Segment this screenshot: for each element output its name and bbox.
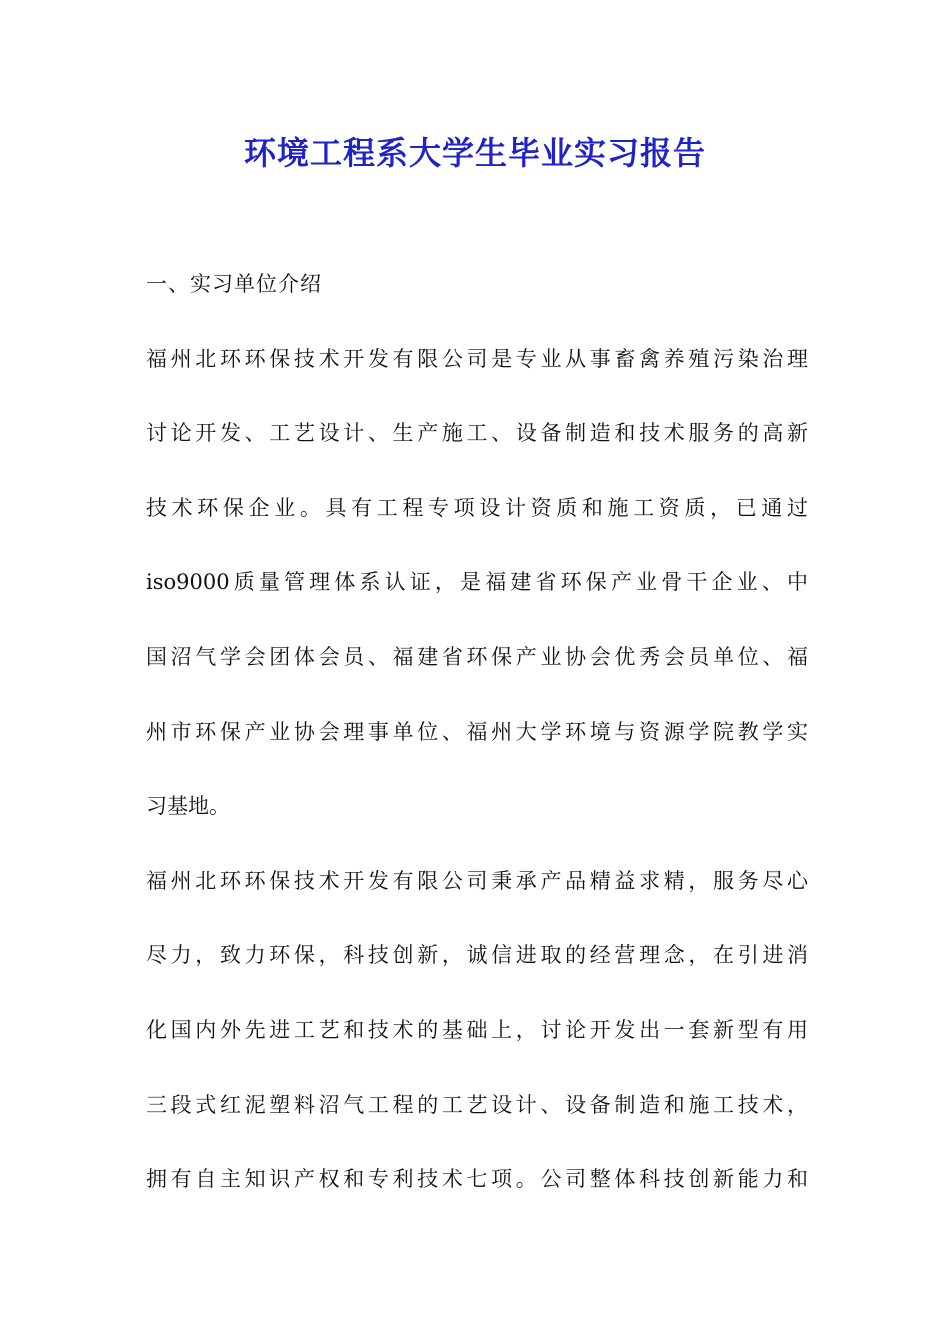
paragraph-line: 尽力，致力环保，科技创新，诚信进取的经营理念，在引进消 (146, 943, 808, 968)
document-title: 环境工程系大学生毕业实习报告 (243, 134, 706, 172)
document-body (146, 264, 808, 1234)
paragraph-line: 三段式红泥塑料沼气工程的工艺设计、设备制造和施工技术， (146, 1092, 808, 1117)
section-heading: 一、实习单位介绍 (146, 272, 322, 296)
paragraph-company-philosophy (146, 861, 808, 1234)
paragraph-line: 拥有自主知识产权和专利技术七项。公司整体科技创新能力和 (146, 1167, 808, 1192)
paragraph-line: 福州北环环保技术开发有限公司是专业从事畜禽养殖污染治理 (146, 346, 808, 371)
paragraph-line: 福州北环环保技术开发有限公司秉承产品精益求精，服务尽心 (146, 868, 808, 893)
paragraph-line: 国沼气学会团体会员、福建省环保产业协会优秀会员单位、福 (146, 644, 808, 669)
paragraph-company-intro (146, 339, 808, 861)
paragraph-line: 州市环保产业协会理事单位、福州大学环境与资源学院教学实 (146, 719, 808, 744)
paragraph-line: 化国内外先进工艺和技术的基础上，讨论开发出一套新型有用 (146, 1017, 808, 1042)
paragraph-line: iso9000质量管理体系认证，是福建省环保产业骨干企业、中 (146, 570, 808, 595)
paragraph-line: 习基地。 (146, 794, 230, 819)
paragraph-line: 讨论开发、工艺设计、生产施工、设备制造和技术服务的高新 (146, 421, 808, 446)
paragraph-line: 技术环保企业。具有工程专项设计资质和施工资质，已通过 (146, 495, 808, 520)
